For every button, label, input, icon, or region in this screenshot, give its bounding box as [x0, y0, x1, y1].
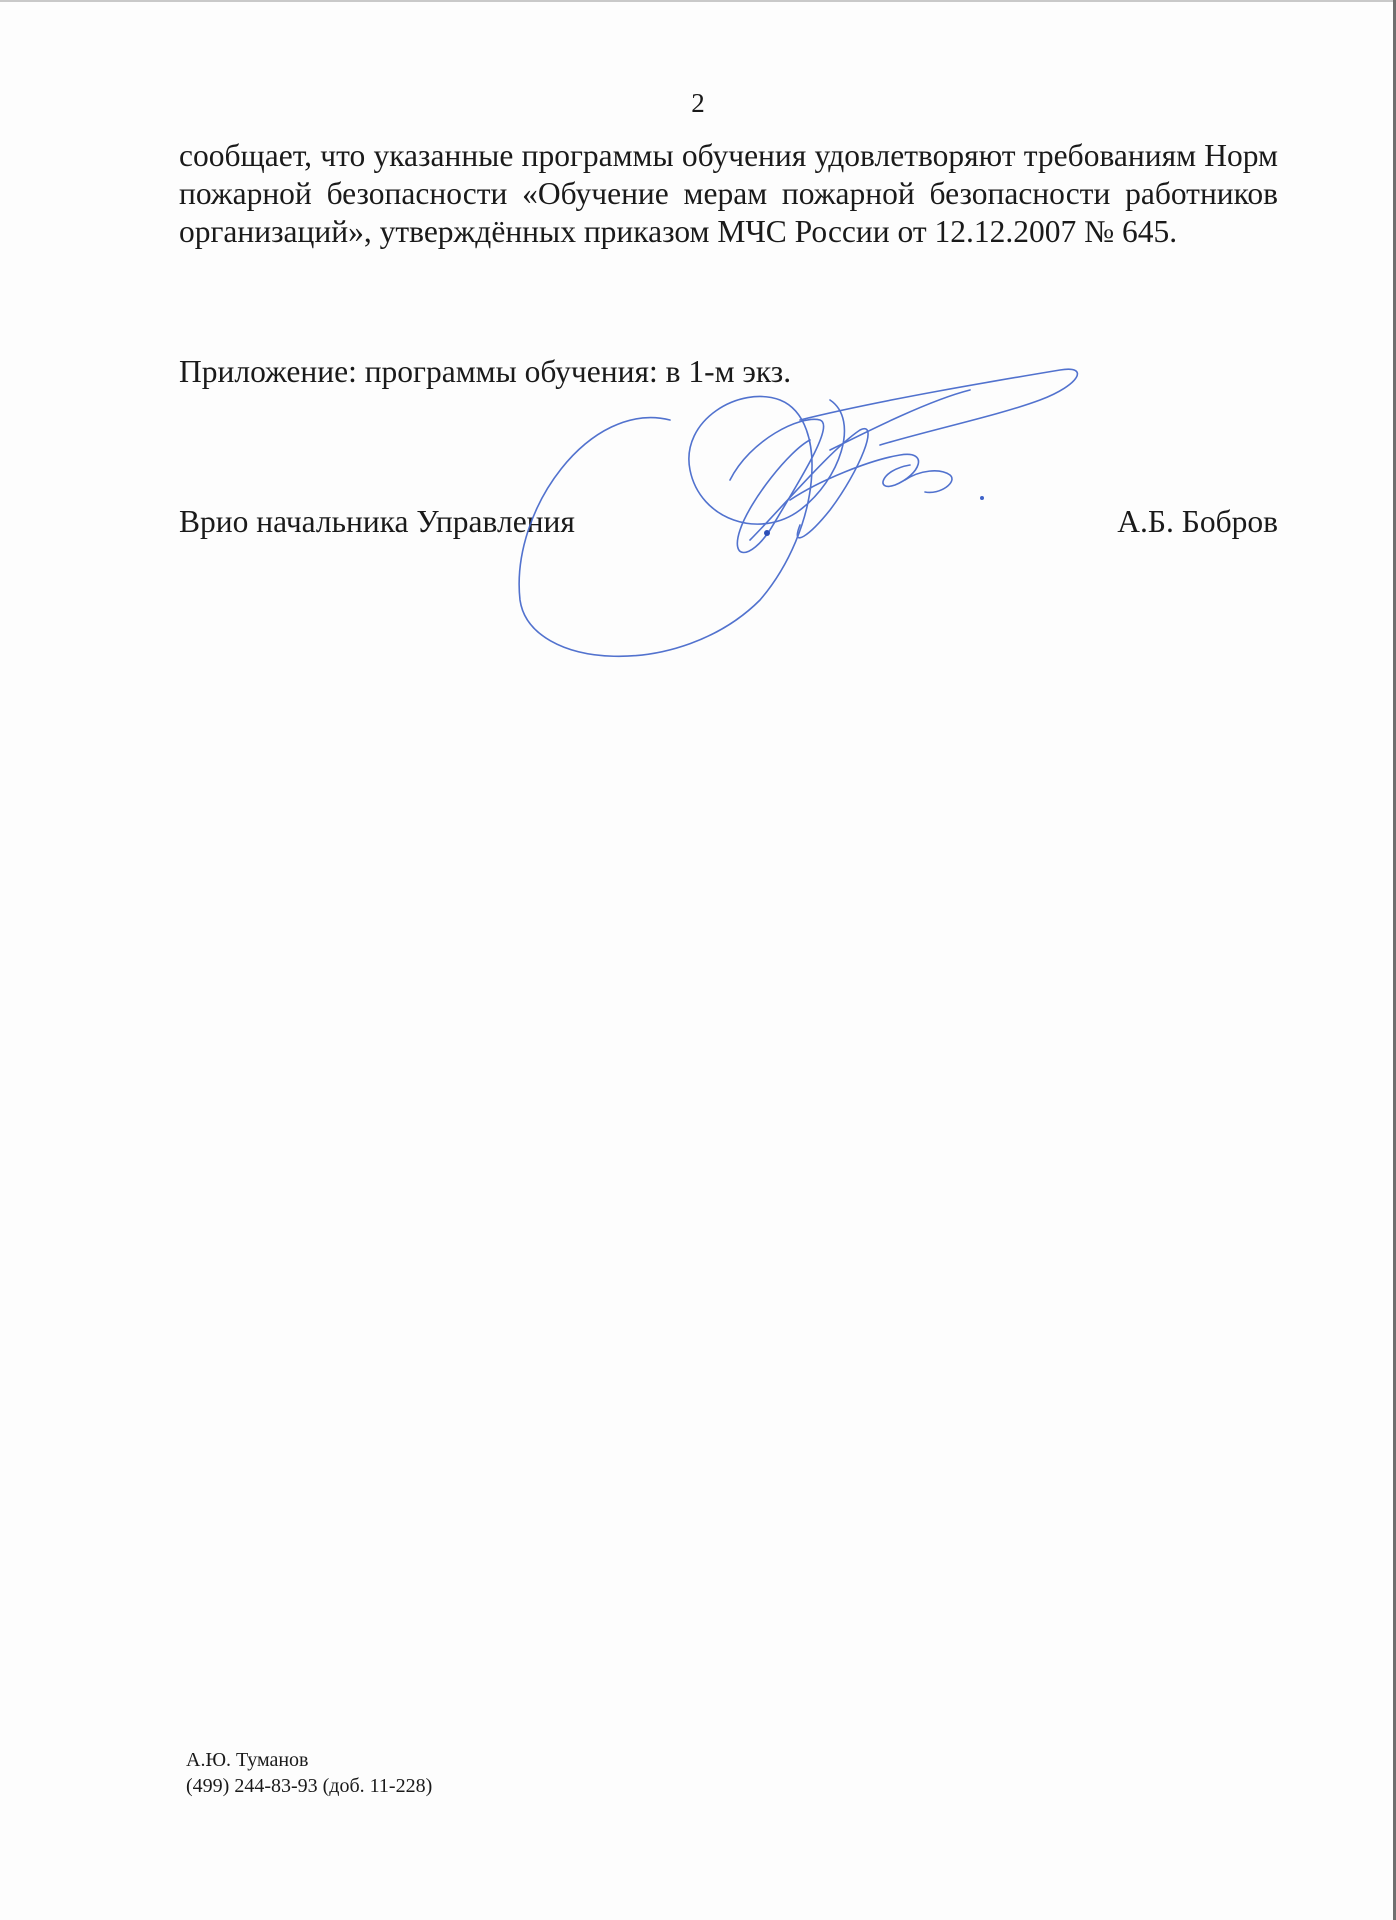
- body-paragraph: сообщает, что указанные программы обучения удовлетворяют требованиям Норм пожарной безопасности «Обучение мерам пожарной безопасности работников организаций», утверждённых приказом МЧС России от 12.12.2007 № 645.: [179, 138, 1278, 249]
- contact-name: А.Ю. Туманов: [186, 1749, 309, 1771]
- attachment-line: Приложение: программы обучения: в 1-м экз.: [179, 354, 792, 389]
- contact-block: [186, 1747, 432, 1799]
- signer-name: А.Б. Бобров: [1117, 504, 1278, 539]
- contact-phone: (499) 244-83-93 (доб. 11-228): [186, 1775, 433, 1797]
- page-number: 2: [691, 88, 705, 118]
- signer-position: Врио начальника Управления: [179, 504, 575, 539]
- handwritten-signature: [500, 360, 1100, 690]
- scan-edge-top: [0, 0, 1396, 2]
